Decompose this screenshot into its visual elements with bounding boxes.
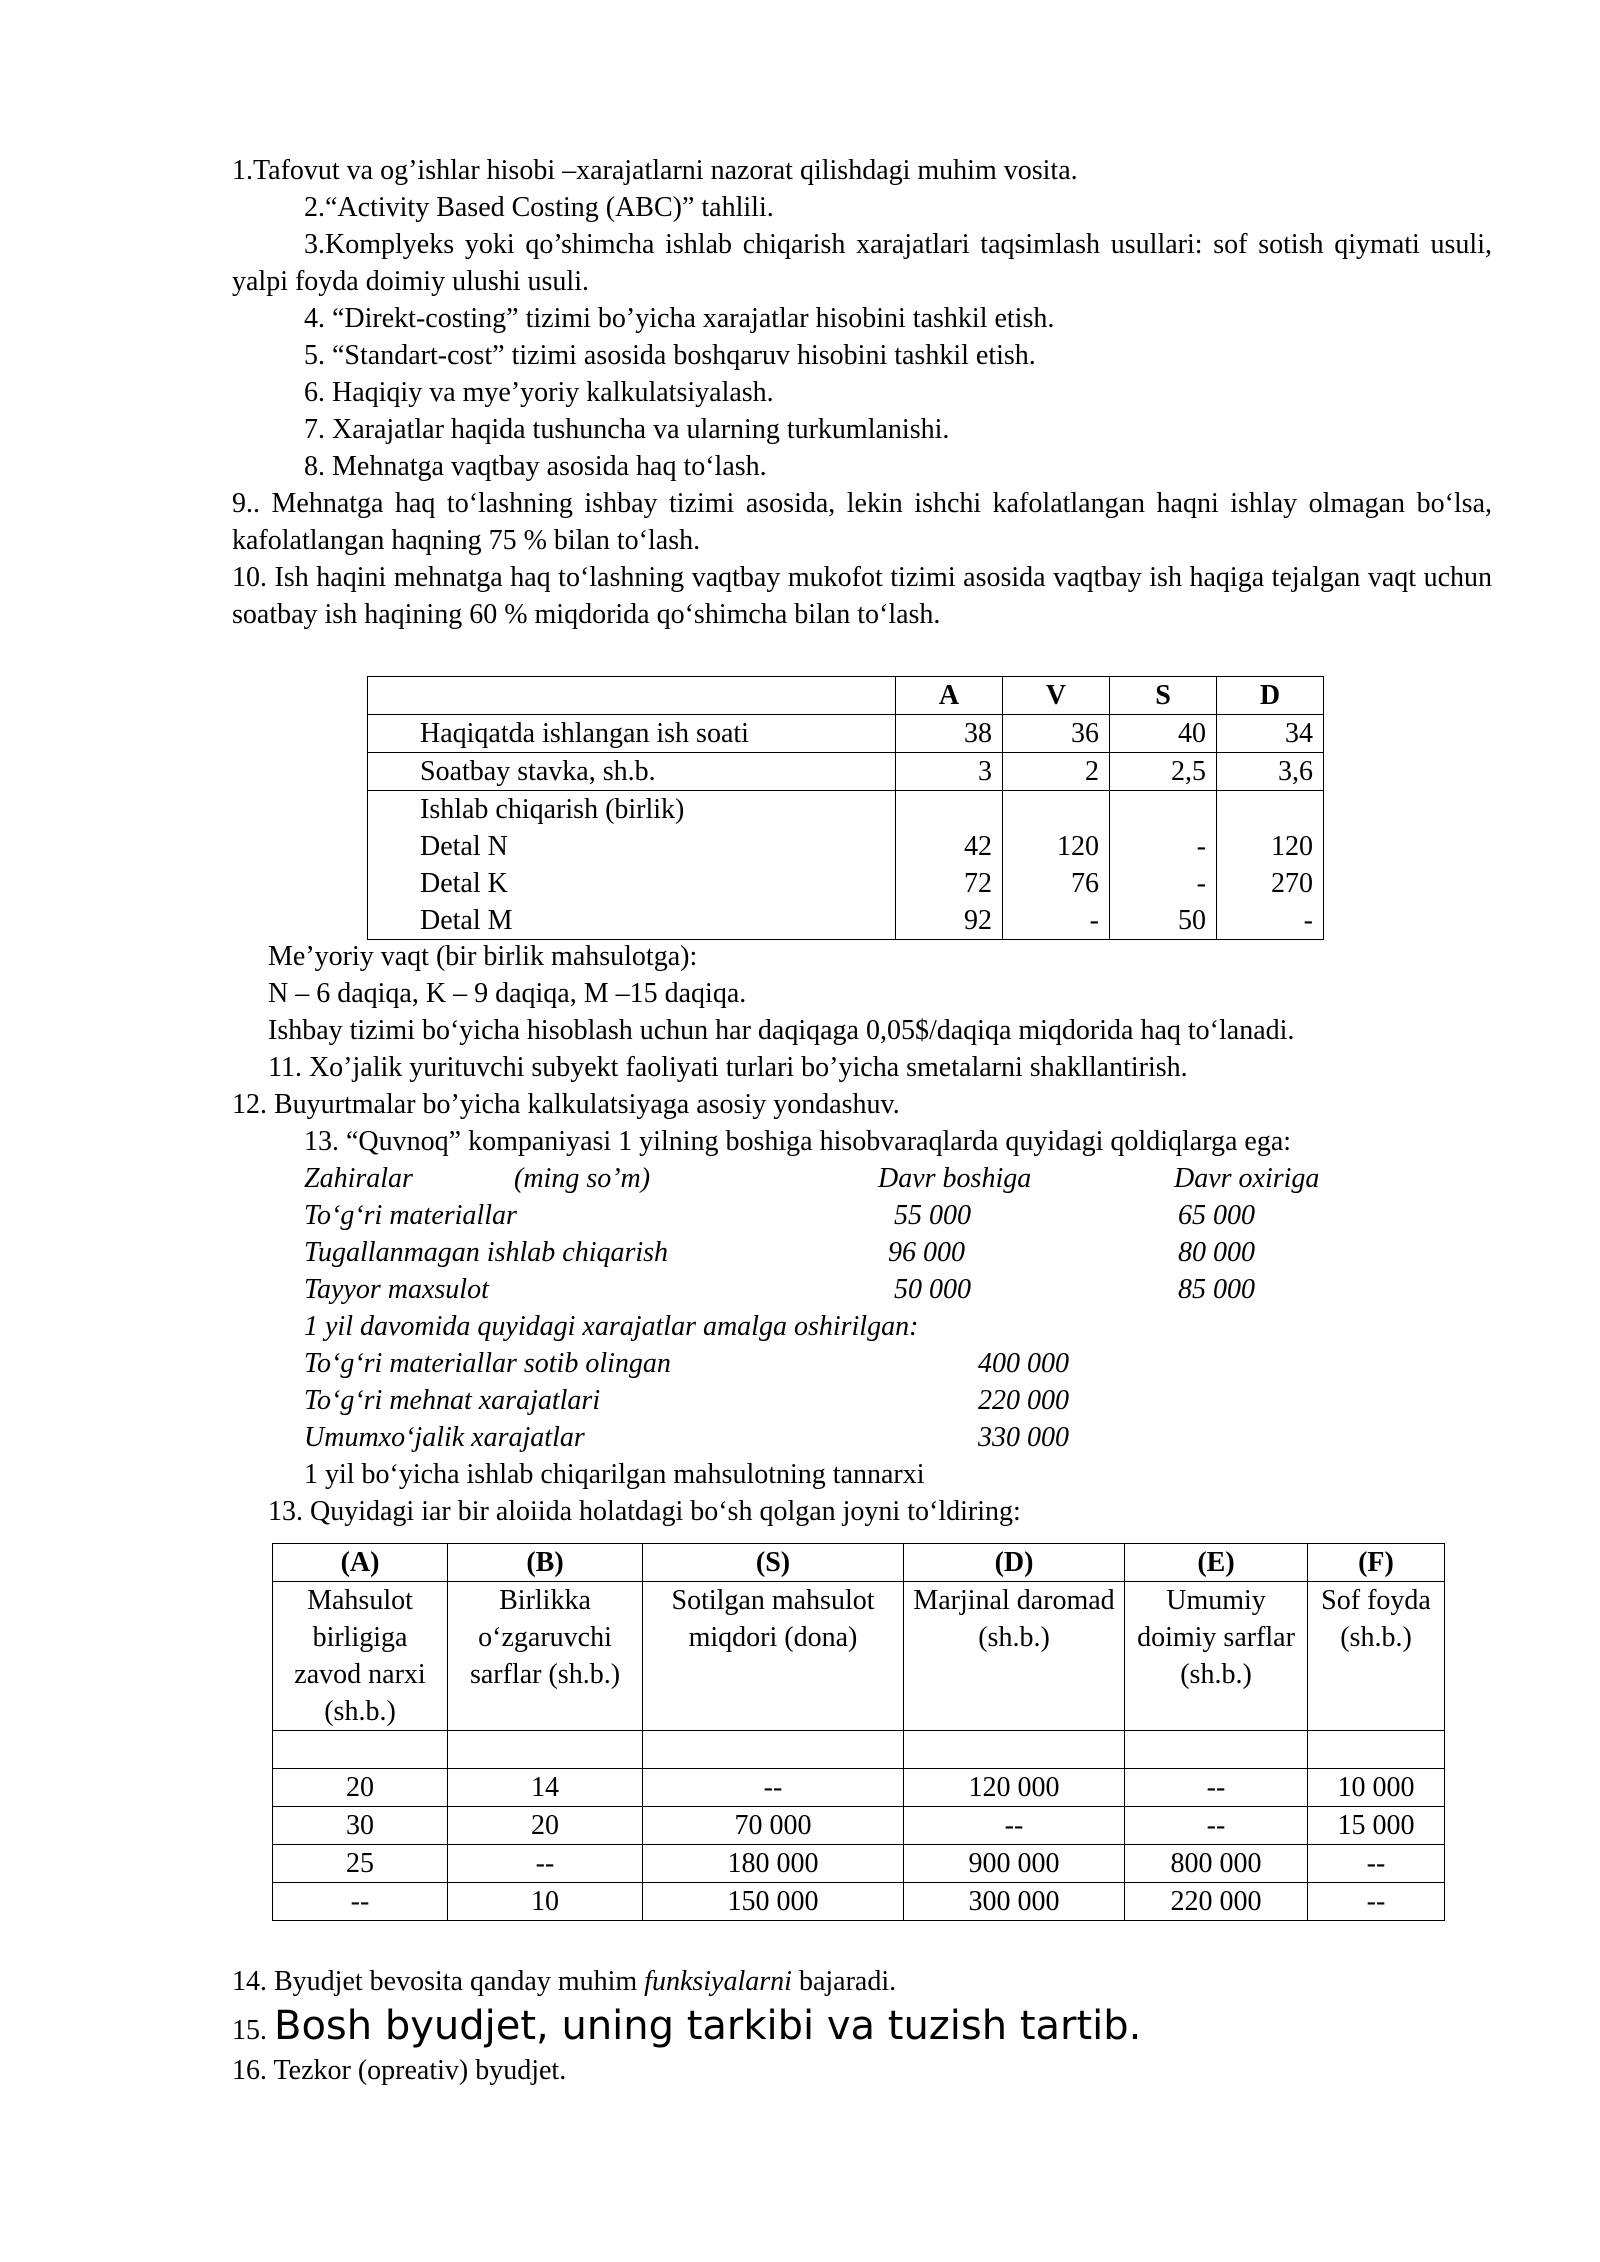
table-cell <box>643 1731 904 1769</box>
table-cell: -- <box>1308 1845 1445 1883</box>
inventory-col-header: Zahiralar <box>304 1163 413 1194</box>
item14-text <box>232 1966 896 1997</box>
norm-title: Me’yoriy vaqt (bir birlik mahsulotga): <box>268 941 698 972</box>
table-cell: -- <box>448 1845 643 1883</box>
column-description: Mahsulot birligiga zavod narxi (sh.b.) <box>273 1582 448 1731</box>
table-header-cell: S <box>1110 677 1217 715</box>
row-label-line: Detal K <box>420 868 508 899</box>
row-label <box>368 791 896 940</box>
table-row <box>273 1807 1445 1845</box>
cell-line: - <box>1196 868 1206 899</box>
row-label-line: Detal M <box>420 905 513 936</box>
table-cell: 800 000 <box>1125 1845 1308 1883</box>
middle-section <box>232 938 1532 1530</box>
table-cell: 300 000 <box>904 1883 1125 1921</box>
table-cell <box>1217 791 1324 940</box>
inventory-end: 80 000 <box>1178 1237 1255 1268</box>
cell-line: 76 <box>1071 868 1099 899</box>
table-cell: -- <box>273 1883 448 1921</box>
table-cell: 70 000 <box>643 1807 904 1845</box>
table-row <box>368 791 1324 940</box>
column-description: Umumiy doimiy sarflar (sh.b.) <box>1125 1582 1308 1731</box>
table-cell: -- <box>1308 1883 1445 1921</box>
cell-line <box>1120 791 1206 828</box>
table-cell: 3 <box>896 753 1003 791</box>
inventory-header <box>232 1160 1532 1197</box>
table-cell: 150 000 <box>643 1883 904 1921</box>
list-item: 1.Tafovut va og’ishlar hisobi –xarajatlarni nazorat qilishdagi muhim vosita. <box>232 155 1078 186</box>
list-item <box>232 2000 1532 2052</box>
list-item: 11. Xo’jalik yurituvchi subyekt faoliyati turlari bo’yicha smetalarni shakllantirish. <box>268 1052 1188 1083</box>
table-cell: 20 <box>448 1807 643 1845</box>
table-cell: 14 <box>448 1769 643 1807</box>
table-cell: 10 <box>448 1883 643 1921</box>
table-cell: 20 <box>273 1769 448 1807</box>
question-text: 1 yil bo‘yicha ishlab chiqarilgan mahsulotning tannarxi <box>304 1459 925 1490</box>
list-item: 5. “Standart-cost” tizimi asosida boshqaruv hisobini tashkil etish. <box>304 340 1036 371</box>
cell-line <box>906 791 992 828</box>
norm-values: N – 6 daqiqa, K – 9 daqiqa, M –15 daqiqa. <box>268 978 747 1009</box>
question-list-bottom <box>232 1963 1532 2089</box>
column-description: Sotilgan mahsulot miqdori (dona) <box>643 1582 904 1731</box>
table-cell <box>1003 791 1110 940</box>
table-header-cell: A <box>896 677 1003 715</box>
column-description: Marjinal daromad (sh.b.) <box>904 1582 1125 1731</box>
column-description: Birlikka o‘zgaruvchi sarflar (sh.b.) <box>448 1582 643 1731</box>
table-cell <box>448 1731 643 1769</box>
item15-heading: Bosh byudjet, uning tarkibi va tuzish tartib. <box>274 2003 1142 2049</box>
inventory-begin: 96 000 <box>888 1237 965 1268</box>
inventory-begin-header: Davr boshiga <box>878 1163 1032 1194</box>
cell-line: - <box>1089 905 1099 936</box>
inventory-row <box>232 1271 1532 1308</box>
table-cell: 220 000 <box>1125 1883 1308 1921</box>
table-cell: 180 000 <box>643 1845 904 1883</box>
table-cell <box>368 677 896 715</box>
table-row <box>273 1769 1445 1807</box>
table-cell: -- <box>643 1769 904 1807</box>
work-hours-table <box>367 676 1324 940</box>
table-cell <box>1110 791 1217 940</box>
table-row <box>273 1731 1445 1769</box>
table-cell: 900 000 <box>904 1845 1125 1883</box>
cost-name: Umumxo‘jalik xarajatlar <box>304 1422 585 1453</box>
table-cell: 25 <box>273 1845 448 1883</box>
table-header-cell: D <box>1217 677 1324 715</box>
cell-line <box>1013 791 1099 828</box>
item14-emphasis: funksiyalarni <box>644 1966 792 1997</box>
table-cell: -- <box>904 1807 1125 1845</box>
table-header-cell: (S) <box>643 1544 904 1582</box>
inventory-end: 65 000 <box>1178 1200 1255 1231</box>
list-item: 4. “Direkt-costing” tizimi bo’yicha xarajatlar hisobini tashkil etish. <box>304 303 1055 334</box>
list-item: 7. Xarajatlar haqida tushuncha va ularning turkumlanishi. <box>304 414 950 445</box>
inventory-name: Tugallanmagan ishlab chiqarish <box>304 1237 669 1268</box>
table-cell: 120 000 <box>904 1769 1125 1807</box>
cell-line: 270 <box>1271 868 1313 899</box>
cost-row <box>232 1382 1532 1419</box>
row-label-line: Ishlab chiqarish (birlik) <box>420 794 685 825</box>
cell-line: 72 <box>964 868 992 899</box>
item15-number: 15. <box>232 2015 274 2046</box>
inventory-row <box>232 1197 1532 1234</box>
table-header-row <box>368 677 1324 715</box>
list-item: 6. Haqiqiy va mye’yoriy kalkulatsiyalash. <box>304 377 774 408</box>
table-header-row <box>273 1544 1445 1582</box>
table-header-cell: (B) <box>448 1544 643 1582</box>
row-label: Haqiqatda ishlangan ish soati <box>368 715 896 753</box>
table-row <box>273 1845 1445 1883</box>
list-item: 16. Tezkor (opreativ) byudjet. <box>232 2055 567 2086</box>
breakeven-table <box>272 1543 1445 1921</box>
table-cell: 34 <box>1217 715 1324 753</box>
item14-post: bajaradi. <box>791 1966 897 1997</box>
table-cell: 40 <box>1110 715 1217 753</box>
table-cell: 3,6 <box>1217 753 1324 791</box>
cell-line <box>1227 791 1313 828</box>
list-item: 13. Quyidagi iar bir aloiida holatdagi bo‘sh qolgan joyni to‘ldiring: <box>268 1496 1021 1527</box>
table-cell <box>273 1731 448 1769</box>
cost-row <box>232 1419 1532 1456</box>
costs-title: 1 yil davomida quyidagi xarajatlar amalga oshirilgan: <box>304 1311 919 1342</box>
piece-rate-text: Ishbay tizimi bo‘yicha hisoblash uchun har daqiqaga 0,05$/daqiqa miqdorida haq to‘lanadi. <box>268 1015 1295 1046</box>
question-list-top <box>232 152 1492 633</box>
row-label-line: Detal N <box>420 831 508 862</box>
table-cell: 2,5 <box>1110 753 1217 791</box>
table-cell: -- <box>1125 1769 1308 1807</box>
cost-name: To‘g‘ri mehnat xarajatlari <box>304 1385 601 1416</box>
list-item: 13. “Quvnoq” kompaniyasi 1 yilning boshiga hisobvaraqlarda quyidagi qoldiqlarga ega: <box>304 1126 1292 1157</box>
inventory-end-header: Davr oxiriga <box>1174 1163 1320 1194</box>
table-description-row <box>273 1582 1445 1731</box>
list-item: 9.. Mehnatga haq to‘lashning ishbay tizimi asosida, lekin ishchi kafolatlangan haqni ishlay olmagan bo‘lsa, kafolatlangan haqning 75 % bilan to‘lash. <box>232 488 1492 556</box>
inventory-begin: 55 000 <box>894 1200 971 1231</box>
inventory-name: Tayyor maxsulot <box>304 1274 489 1305</box>
table-header-cell: (D) <box>904 1544 1125 1582</box>
list-item: 8. Mehnatga vaqtbay asosida haq to‘lash. <box>304 451 767 482</box>
table-cell: 15 000 <box>1308 1807 1445 1845</box>
cell-line: 120 <box>1271 831 1313 862</box>
table-header-cell: (F) <box>1308 1544 1445 1582</box>
column-description: Sof foyda (sh.b.) <box>1308 1582 1445 1731</box>
table-cell <box>1308 1731 1445 1769</box>
cost-value: 220 000 <box>978 1385 1069 1416</box>
cost-value: 330 000 <box>978 1422 1069 1453</box>
table-cell: 2 <box>1003 753 1110 791</box>
table-header-cell: V <box>1003 677 1110 715</box>
list-item: 3.Komplyeks yoki qo’shimcha ishlab chiqarish xarajatlari taqsimlash usullari: sof sotish qiymati usuli, yalpi foyda doimiy ulushi usuli. <box>232 229 1492 297</box>
cost-name: To‘g‘ri materiallar sotib olingan <box>304 1348 671 1379</box>
table-row <box>273 1883 1445 1921</box>
cell-line: 92 <box>964 905 992 936</box>
inventory-row <box>232 1234 1532 1271</box>
cell-line: 120 <box>1057 831 1099 862</box>
table-cell <box>1125 1731 1308 1769</box>
table-cell: -- <box>1125 1807 1308 1845</box>
table-row <box>368 753 1324 791</box>
table-row <box>368 715 1324 753</box>
row-label: Soatbay stavka, sh.b. <box>368 753 896 791</box>
table-cell: 30 <box>273 1807 448 1845</box>
table-cell: 36 <box>1003 715 1110 753</box>
list-item: 10. Ish haqini mehnatga haq to‘lashning vaqtbay mukofot tizimi asosida vaqtbay ish haqiga tejalgan vaqt uchun soatbay ish haqining 60 % miqdorida qo‘shimcha bilan to‘lash. <box>232 562 1492 630</box>
table-cell: 10 000 <box>1308 1769 1445 1807</box>
list-item: 12. Buyurtmalar bo’yicha kalkulatsiyaga asosiy yondashuv. <box>232 1089 900 1120</box>
inventory-name: To‘g‘ri materiallar <box>304 1200 517 1231</box>
cell-line: 50 <box>1178 905 1206 936</box>
inventory-unit: (ming so’m) <box>514 1163 651 1194</box>
item14-pre: 14. Byudjet bevosita qanday muhim <box>232 1966 645 1997</box>
cell-line: - <box>1303 905 1313 936</box>
cell-line: 42 <box>964 831 992 862</box>
cell-line: - <box>1196 831 1206 862</box>
cost-row <box>232 1345 1532 1382</box>
table-header-cell: (A) <box>273 1544 448 1582</box>
table-cell: 38 <box>896 715 1003 753</box>
cost-value: 400 000 <box>978 1348 1069 1379</box>
table-cell <box>904 1731 1125 1769</box>
table-header-cell: (E) <box>1125 1544 1308 1582</box>
table-cell <box>896 791 1003 940</box>
list-item <box>232 1963 1532 2000</box>
inventory-end: 85 000 <box>1178 1274 1255 1305</box>
list-item: 2.“Activity Based Costing (ABC)” tahlili. <box>304 192 774 223</box>
inventory-begin: 50 000 <box>894 1274 971 1305</box>
